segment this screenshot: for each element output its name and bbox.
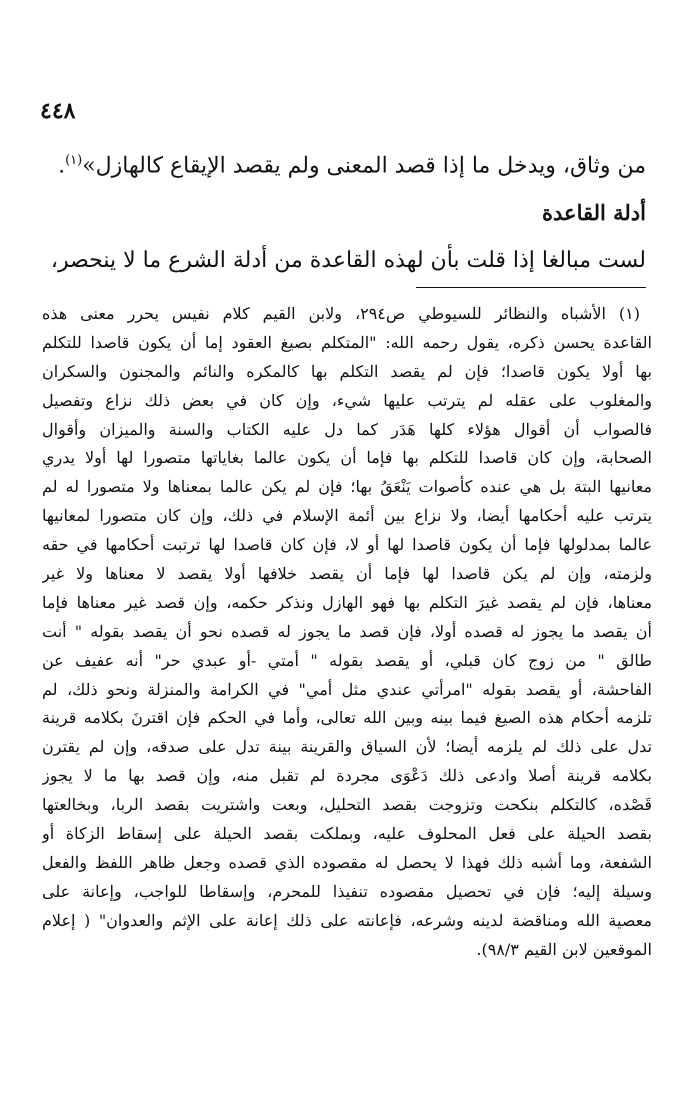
footnote-line: تدل على ذلك لم يلزمه أيضا؛ لأن السياق والقرينة بينة تدل على صدقه، وإن لم يقترن [42, 737, 652, 757]
main-text-fragment: من وثاق، ويدخل ما إذا قصد المعنى ولم يقصد الإيقاع كالهازل» [82, 153, 646, 179]
footnote-line: بها أولا يكون قاصدا؛ فإن لم يقصد التكلم بها كالمكره والنائم والمجنون والسكران [42, 361, 652, 381]
footnote-separator [416, 287, 646, 288]
footnote-line: الشفعة، وما أشبه ذلك فهذا لا يحصل له مقصوده الذي قصده وجعل ظاهر اللفظ والفعل [42, 852, 652, 872]
footnote-line: تلزمه أحكام هذه الصيغ فيما بينه وبين الله تعالى، وأما في الحكم فإن اقترنَ بكلامه قرينة [42, 708, 652, 728]
footnote-line: بكلامه قرينة أصلا وادعى ذلك دَعْوَى مجردة لم تقبل منه، وإن قصد بها ما لا يجوز [42, 766, 652, 786]
footnote-reference[interactable]: (١) [65, 153, 83, 168]
footnote-line: ولزمته، وإن لم يكن قاصدا لها فإما أن يقصد خلافها أولا يقصد لا معناها ولا غير [42, 564, 652, 584]
footnote-line: معانيها البتة بل هي عنده كأصوات يَنْعَقُ بها؛ فإن لم يكن عالما بمعناها ولا متصورا له لم [42, 477, 652, 497]
footnote-line: فالصواب أن أقوال هؤلاء كلها هَدَر كما دل عليه الكتاب والسنة والميزان وأقوال [42, 419, 652, 439]
footnote-line: القاعدة يحسن ذكره، يقول رحمه الله: "المتكلم بصيغ العقود إما أن يكون قاصدا للتكلم [42, 332, 652, 352]
footnote-line: وسيلة إليه؛ فإن في تحصيل مقصوده تنفيذا للمحرم، وإسقاطا للواجب، وإعانة على [42, 881, 652, 901]
footnote-line: بقصد الحيلة على فعل المحلوف عليه، وبملكت بقصد الحيلة على إسقاط الزكاة أو [42, 824, 652, 844]
footnote-line: معناها، فإن لم يقصد غيرَ التكلم بها فهو الهازل ونذكر حكمه، وإن قصد غير معناها فإما [42, 592, 652, 612]
main-text-fragment: . [58, 153, 66, 179]
footnote-line: معصية الله ومناقضة لدينه وشرعه، فإعانته على ذلك إعانة على الإثم والعدوان" ( إعلام [42, 910, 652, 930]
section-heading: أدلة القاعدة [542, 200, 646, 225]
page-number: ٤٤٨ [40, 98, 76, 124]
main-text-line [58, 154, 646, 177]
footnote-line: أن يقصد ما يجوز له قصده أولا، فإن قصد ما يجوز له قصده نحو أن يقصد بقوله " أنت [42, 621, 652, 641]
footnote-line: والمغلوب على عقله لم يترتب عليها شيء، وإن كان في بعض ذلك نزاع وتفصيل [42, 390, 652, 410]
footnote-block [42, 300, 652, 964]
footnote-line: الموقعين لابن القيم ٩٨/٣). [476, 939, 652, 959]
footnote-line: الصحابة، وإن كان قاصدا للتكلم بها فإما أن يكون عالما بغاياتها متصورا لها أولا يدري [42, 448, 652, 468]
footnote-line: قَصْده، كالتكلم بنكحت وتزوجت بقصد التحليل، وبعت واشتريت بقصد الربا، وبخالعتها [42, 795, 652, 815]
footnote-line: (١) الأشباه والنظائر للسيوطي ص٢٩٤، ولابن القيم كلام نفيس يحرر معنى هذه [42, 304, 640, 323]
main-text-line: لست مبالغا إذا قلت بأن لهذه القاعدة من أدلة الشرع ما لا ينحصر، [50, 248, 646, 273]
footnote-line: يترتب عليه أحكامها أيضا، ولا نزاع بين أئمة الإسلام في ذلك، وإن كان متصورا لمعانيها [42, 506, 652, 526]
footnote-line: عالما بمدلولها فإما أن يكون قاصدا لها أو لا، فإن كان قاصدا لها ترتبت أحكامها في حقه [42, 535, 652, 555]
footnote-line: الفاحشة، أو يقصد بقوله "امرأتي عندي مثل أمي" في الكرامة والمنزلة ونحو ذلك، لم [42, 679, 652, 699]
footnote-line: طالق " من زوج كان قبلي، أو يقصد بقوله " أمتي -أو عبدي حر" أنه عفيف عن [42, 650, 652, 670]
